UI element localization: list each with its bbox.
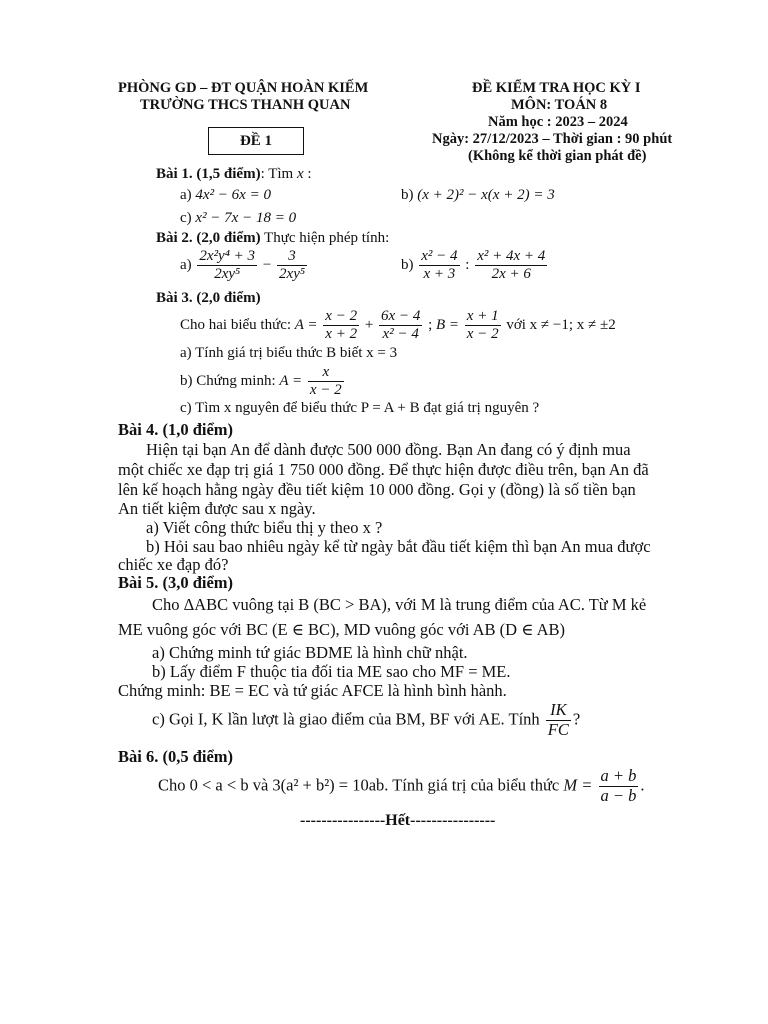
- bai3-B-den: x − 2: [466, 326, 499, 343]
- bai2-a-num1: 2x²y⁴ + 3: [197, 248, 257, 266]
- bai1-title: Bài 1. (1,5 điểm): [156, 166, 261, 182]
- bai3-B-frac: [465, 308, 501, 344]
- bai3-A-den1: x + 2: [325, 326, 358, 343]
- bai1-b: [401, 187, 555, 204]
- bai5-a: a) Chứng minh tứ giác BDME là hình chữ nhật.: [152, 643, 468, 662]
- bai5-c: [152, 701, 580, 740]
- bai2-a-label: a): [180, 257, 192, 274]
- bai6-problem: [158, 767, 645, 806]
- bai2-b-den2: 2x + 6: [491, 266, 531, 283]
- bai6-frac: [599, 767, 639, 806]
- bai3-A-num1: x − 2: [323, 308, 359, 326]
- bai2-a: [180, 248, 309, 284]
- bai5-b-line2: Chứng minh: BE = EC và tứ giác AFCE là hình bình hành.: [118, 681, 507, 700]
- bai4-a: a) Viết công thức biểu thị y theo x ?: [146, 518, 383, 537]
- bai2-a-den2: 2xy⁵: [279, 266, 306, 283]
- bai1-b-expr: (x + 2)² − x(x + 2) = 3: [417, 187, 555, 203]
- exam-title: ĐỀ KIỂM TRA HỌC KỲ I: [472, 80, 641, 96]
- bai2-b-den1: x + 3: [423, 266, 456, 283]
- bai4-line4: An tiết kiệm được sau x ngày.: [118, 499, 316, 518]
- bai1-colon: :: [303, 166, 312, 182]
- bai3-condition: với x ≠ −1; x ≠ ±2: [506, 317, 616, 334]
- bai1-a-expr: 4x² − 6x = 0: [195, 187, 271, 203]
- bai3-sep: ;: [428, 317, 433, 334]
- bai3-A-frac2: [379, 308, 422, 344]
- bai1-c-expr: x² − 7x − 18 = 0: [195, 210, 297, 226]
- bai3-B-num: x + 1: [465, 308, 501, 326]
- end-marker: ----------------Hết----------------: [300, 812, 496, 829]
- exam-note: (Không kể thời gian phát đề): [468, 148, 647, 164]
- bai2-b-frac1: [419, 248, 459, 284]
- bai3-b-eq: A =: [279, 373, 303, 390]
- bai3-A-num2: 6x − 4: [379, 308, 422, 326]
- bai5-b: b) Lấy điểm F thuộc tia đối tia ME sao cho MF = ME.: [152, 662, 511, 681]
- bai6-dot: .: [640, 775, 645, 795]
- bai4-line2: một chiếc xe đạp trị giá 1 750 000 đồng. Để thực hiện được điều trên, bạn An đã: [118, 460, 649, 479]
- bai3-b: [180, 364, 346, 400]
- bai3-a: a) Tính giá trị biểu thức B biết x = 3: [180, 345, 398, 361]
- bai2-b-num1: x² − 4: [419, 248, 459, 266]
- bai3-A-eq: A =: [294, 317, 318, 334]
- bai1-intro: : Tìm: [260, 166, 294, 182]
- bai1-var: x: [296, 166, 304, 182]
- bai5-c-den: FC: [547, 719, 569, 739]
- bai5-c-frac: [546, 701, 571, 740]
- bai1-c: [180, 210, 296, 227]
- bai3-title: Bài 3. (2,0 điểm): [156, 290, 261, 306]
- bai2-a-op: −: [262, 257, 272, 274]
- bai2-b-label: b): [401, 257, 414, 274]
- bai6-M-eq: M =: [563, 775, 593, 795]
- bai3-A-plus: +: [364, 317, 374, 334]
- bai1-b-label: b): [401, 187, 414, 203]
- bai6-text: Cho 0 < a < b và 3(a² + b²) = 10ab. Tính giá trị của biểu thức: [158, 775, 560, 795]
- bai4-b-line2: chiếc xe đạp đó?: [118, 555, 229, 574]
- bai3-intro: Cho hai biểu thức:: [180, 317, 292, 334]
- bai2-b: [401, 248, 549, 284]
- bai2-b-num2: x² + 4x + 4: [475, 248, 547, 266]
- bai3-b-den: x − 2: [309, 382, 342, 399]
- bai4-line1: Hiện tại bạn An để dành được 500 000 đồng. Bạn An đang có ý định mua: [146, 440, 631, 459]
- bai1-heading: [156, 166, 312, 183]
- exam-date-time: Ngày: 27/12/2023 – Thời gian : 90 phút: [432, 131, 673, 147]
- bai5-title: Bài 5. (3,0 điểm): [118, 573, 234, 592]
- bai2-intro: Thực hiện phép tính:: [260, 230, 390, 246]
- bai2-a-den1: 2xy⁵: [214, 266, 241, 283]
- bai3-c: c) Tìm x nguyên để biểu thức P = A + B đạt giá trị nguyên ?: [180, 400, 540, 416]
- bai3-B-eq: B =: [436, 317, 460, 334]
- bai1-c-label: c): [180, 210, 192, 226]
- bai5-c-q: ?: [572, 709, 581, 729]
- bai1-a: [180, 187, 271, 204]
- bai3-b-text: b) Chứng minh:: [180, 373, 276, 390]
- bai5-c-text: c) Gọi I, K lần lượt là giao điểm của BM, BF với AE. Tính: [152, 709, 540, 729]
- bai5-line2: ME vuông góc với BC (E ∈ BC), MD vuông góc với AB (D ∈ AB): [118, 620, 566, 639]
- subject: MÔN: TOÁN 8: [511, 97, 608, 113]
- school-name: TRƯỜNG THCS THANH QUAN: [140, 97, 351, 113]
- bai2-a-frac1: [197, 248, 257, 284]
- bai4-b-line1: b) Hỏi sau bao nhiêu ngày kể từ ngày bắt đầu tiết kiệm thì bạn An mua được: [146, 537, 651, 556]
- department-name: PHÒNG GD – ĐT QUẬN HOÀN KIẾM: [118, 80, 369, 96]
- bai5-c-num: IK: [546, 701, 571, 721]
- bai2-b-op: :: [465, 257, 470, 274]
- bai6-title: Bài 6. (0,5 điểm): [118, 747, 234, 766]
- bai2-title: Bài 2. (2,0 điểm): [156, 230, 261, 246]
- bai6-den: a − b: [600, 785, 637, 805]
- bai4-line3: lên kế hoạch hằng ngày đều tiết kiệm 10 000 đồng. Gọi y (đồng) là số tiền bạn: [118, 480, 636, 499]
- bai5-line1: Cho ΔABC vuông tại B (BC > BA), với M là trung điểm của AC. Từ M kẻ: [152, 595, 647, 614]
- bai2-b-frac2: [475, 248, 547, 284]
- bai1-a-label: a): [180, 187, 192, 203]
- bai3-A-frac1: [323, 308, 359, 344]
- bai2-a-frac2: [277, 248, 307, 284]
- bai6-num: a + b: [600, 766, 637, 785]
- exam-code-box: ĐỀ 1: [208, 127, 304, 155]
- bai3-expressions: [180, 308, 616, 344]
- bai3-b-num: x: [308, 364, 344, 382]
- school-year: Năm học : 2023 – 2024: [488, 114, 628, 130]
- bai3-b-frac: [308, 364, 344, 400]
- bai4-title: Bài 4. (1,0 điểm): [118, 420, 234, 439]
- bai2-a-num2: 3: [277, 248, 307, 266]
- bai3-A-den2: x² − 4: [382, 326, 419, 343]
- bai2-heading: [156, 230, 389, 247]
